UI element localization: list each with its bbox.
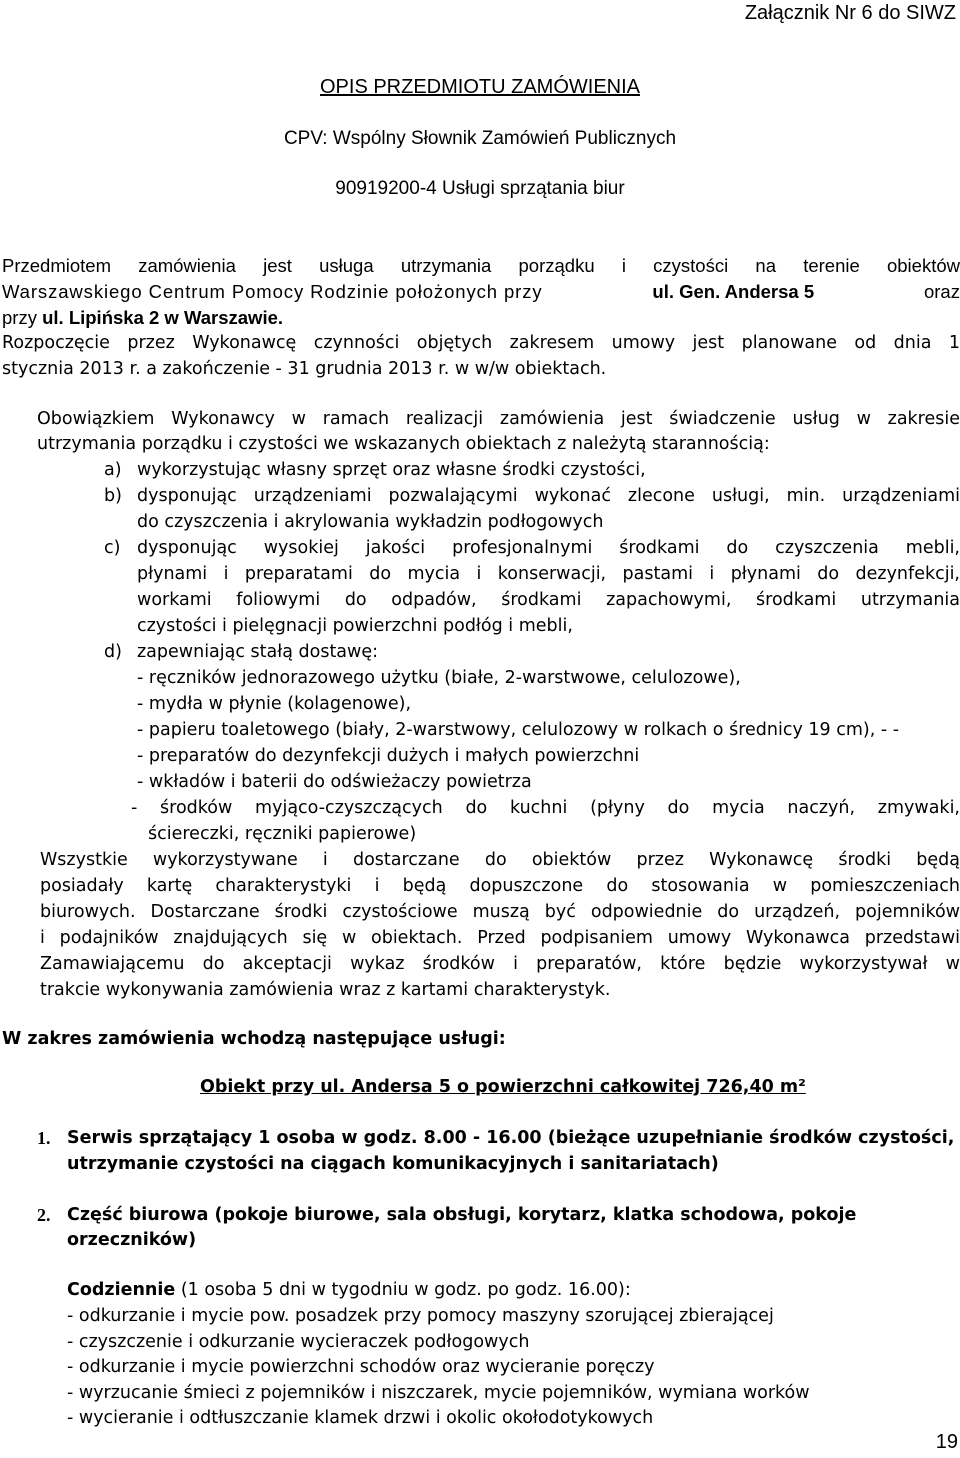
supply-item: - wkładów i baterii do odświeżaczy powietrza [137,772,532,792]
annex-label: Załącznik Nr 6 do SIWZ [744,2,956,24]
daily-schedule: (1 osoba 5 dni w tygodniu w godz. po godz. 16.00): [180,1280,631,1300]
intro-line-2-end: oraz [923,281,960,302]
item-c-line-4: czystości i pielęgnacji powierzchni podłóg i mebli, [137,616,573,636]
supply-item: - ręczników jednorazowego użytku (białe, 2-warstwowe, celulozowe), [137,668,741,688]
intro-line-1: Przedmiotem zamówienia jest usługa utrzymania porządku i czystości na terenie obiektów [2,255,960,276]
address-lipinska: ul. Lipińska 2 w Warszawie. [42,307,284,328]
item-a-marker: a) [104,460,122,480]
supply-item-continued: ściereczki, ręczniki papierowe) [148,824,417,844]
item-c-line-1: dysponując wysokiej jakości profesjonalnymi środkami do czyszczenia mebli, [137,538,960,558]
daily-task: - odkurzanie i mycie pow. posadzek przy pomocy maszyny szorującej zbierającej [67,1306,774,1326]
service-number: 2. [37,1205,51,1225]
item-c-line-3: workami foliowymi do odpadów, środkami zapachowymi, środkami utrzymania [137,590,960,610]
intro-line-2-start: Warszawskiego Centrum Pomocy Rodzinie położonych przy [2,281,543,302]
item-b-line-2: do czyszczenia i akrylowania wykładzin podłogowych [137,512,604,532]
supply-item: - środków myjąco-czyszczących do kuchni (płyny do mycia naczyń, zmywaki, [131,798,960,818]
supply-item: - preparatów do dezynfekcji dużych i małych powierzchni [137,746,640,766]
intro-line-5: stycznia 2013 r. a zakończenie - 31 grudnia 2013 r. w w/w obiektach. [2,359,607,379]
address-andersa: ul. Gen. Andersa 5 [652,281,815,302]
item-d-marker: d) [104,642,122,662]
intro-line-3 [2,307,283,329]
item-c-line-2: płynami i preparatami do mycia i konserwacji, pastami i płynami do dezynfekcji, [137,564,960,584]
supply-item: - mydła w płynie (kolagenowe), [137,694,412,714]
scope-heading: W zakres zamówienia wchodzą następujące usługi: [2,1029,506,1049]
item-d-text: zapewniając stałą dostawę: [137,642,379,662]
service-line-2: orzeczników) [67,1230,197,1250]
daily-task: - odkurzanie i mycie powierzchni schodów oraz wycieranie poręczy [67,1357,655,1377]
item-a-text: wykorzystując własny sprzęt oraz własne środki czystości, [137,460,646,480]
supply-item: - papieru toaletowego (biały, 2-warstwowy, celulozowy w rolkach o średnicy 19 cm), - - [137,720,900,740]
intro-line-4: Rozpoczęcie przez Wykonawcę czynności objętych zakresem umowy jest planowane od dnia 1 [2,333,960,353]
document-title: OPIS PRZEDMIOTU ZAMÓWIENIA [319,76,640,98]
daily-task: - czyszczenie i odkurzanie wycieraczek podłogowych [67,1332,530,1352]
page-number: 19 [935,1431,958,1453]
obligations-line-2: utrzymania porządku i czystości we wskazanych obiektach z należytą starannością: [37,434,770,454]
supplies-line-4: i podajników znajdujących się w obiektach. Przed podpisaniem umowy Wykonawca przedstawi [40,928,960,948]
service-number: 1. [37,1128,51,1148]
daily-heading [67,1280,631,1300]
daily-label: Codziennie [67,1280,176,1300]
service-line-1: Część biurowa (pokoje biurowe, sala obsługi, korytarz, klatka schodowa, pokoje [67,1205,857,1225]
daily-task: - wyrzucanie śmieci z pojemników i niszczarek, mycie pojemników, wymiana worków [67,1383,810,1403]
cpv-code: 90919200-4 Usługi sprzątania biur [335,178,625,199]
supplies-line-3: biurowych. Dostarczane środki czystościowe muszą być odpowiednie do urządzeń, pojemników [40,902,960,922]
service-line-1: Serwis sprzątający 1 osoba w godz. 8.00 - 16.00 (bieżące uzupełnianie środków czystości, [67,1128,955,1148]
object-heading: Obiekt przy ul. Andersa 5 o powierzchni całkowitej 726,40 m² [200,1077,806,1097]
intro-line-2 [2,281,960,303]
obligations-line-1: Obowiązkiem Wykonawcy w ramach realizacji zamówienia jest świadczenie usług w zakresie [37,409,960,429]
supplies-line-2: posiadały kartę charakterystyki i będą dopuszczone do stosowania w pomieszczeniach [40,876,960,896]
cpv-heading: CPV: Wspólny Słownik Zamówień Publicznych [283,128,677,149]
daily-task: - wycieranie i odtłuszczanie klamek drzwi i okolic okołodotykowych [67,1408,654,1428]
intro-line-3-start: przy [2,307,37,328]
supplies-line-5: Zamawiającemu do akceptacji wykaz środków i preparatów, które będzie wykorzystywał w [40,954,960,974]
item-b-line-1: dysponując urządzeniami pozwalającymi wykonać zlecone usługi, min. urządzeniami [137,486,960,506]
item-b-marker: b) [104,486,122,506]
service-line-2: utrzymanie czystości na ciągach komunikacyjnych i sanitariatach) [67,1154,719,1174]
supplies-line-6: trakcie wykonywania zamówienia wraz z kartami charakterystyk. [40,980,611,1000]
supplies-line-1: Wszystkie wykorzystywane i dostarczane do obiektów przez Wykonawcę środki będą [40,850,960,870]
item-c-marker: c) [104,538,121,558]
